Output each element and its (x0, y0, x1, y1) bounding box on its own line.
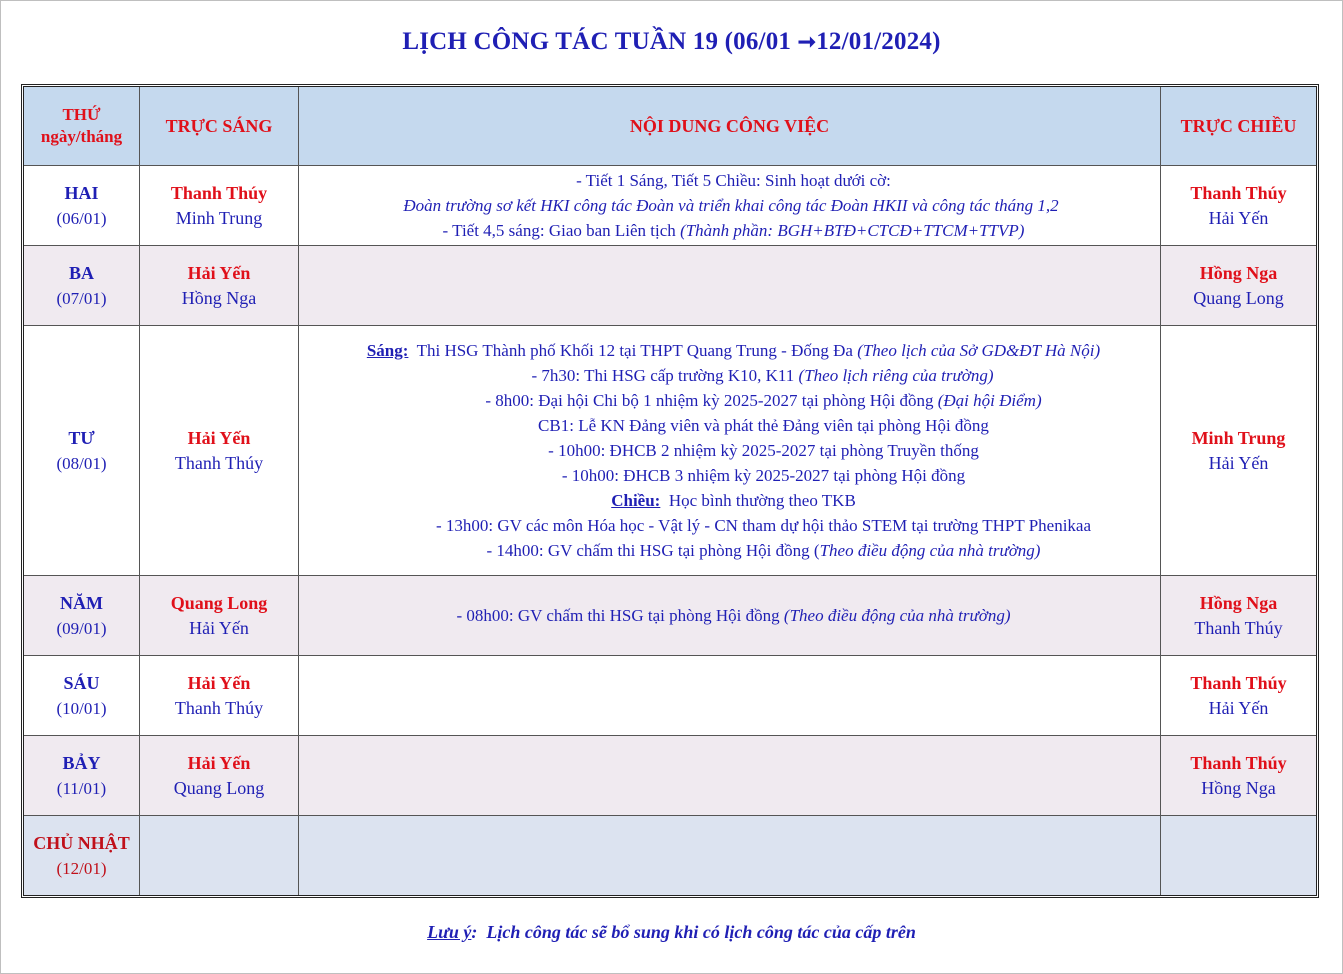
session-label: Sáng: (366, 341, 409, 360)
header-row (24, 87, 1316, 166)
day-date: (09/01) (56, 618, 107, 638)
title-prefix: LỊCH CÔNG TÁC TUẦN 19 (06/01 (402, 28, 792, 55)
morning-duty-cell (140, 166, 299, 246)
content-line: - 10h00: ĐHCB 2 nhiệm kỳ 2025-2027 tại phòng Truyền thống (548, 441, 979, 460)
morning-duty-cell (140, 816, 299, 895)
content-line: Sáng: Thi HSG Thành phố Khối 12 tại THPT Quang Trung - Đống Đa (Theo lịch của Sở GD&ĐT Hà Nội) (366, 341, 1101, 360)
table-row (24, 736, 1316, 816)
day-date: (12/01) (56, 858, 107, 878)
day-name: CHỦ NHẬT (33, 832, 130, 853)
day-name: BẢY (62, 752, 101, 773)
header-afternoon: TRỰC CHIỀU (1161, 87, 1316, 166)
morning-duty-primary: Hải Yến (187, 752, 251, 773)
day-cell (24, 576, 140, 656)
page-title (0, 28, 1343, 56)
note-label: Lưu ý (427, 922, 472, 942)
header-day-line2: ngày/tháng (40, 127, 123, 146)
content-line: - 08h00: GV chấm thi HSG tại phòng Hội đồng (Theo điều động của nhà trường) (456, 606, 1011, 625)
table-row (24, 816, 1316, 895)
afternoon-duty-primary: Thanh Thúy (1190, 182, 1287, 203)
table-row (24, 576, 1316, 656)
content-line: - Tiết 1 Sáng, Tiết 5 Chiều: Sinh hoạt dưới cờ: (576, 171, 891, 190)
morning-duty-primary: Hải Yến (187, 427, 251, 448)
day-cell (24, 816, 140, 895)
afternoon-duty-cell (1161, 326, 1316, 576)
day-name: SÁU (63, 672, 100, 693)
content-cell (299, 656, 1161, 736)
day-date: (10/01) (56, 698, 107, 718)
content-cell (299, 576, 1161, 656)
content-line: - 14h00: GV chấm thi HSG tại phòng Hội đồng (Theo điều động của nhà trường) (486, 541, 1041, 560)
content-cell (299, 816, 1161, 895)
morning-duty-secondary: Hải Yến (189, 617, 249, 638)
content-line: Chiều: Học bình thường theo TKB (611, 491, 856, 510)
content-line: CB1: Lễ KN Đảng viên và phát thẻ Đảng viên tại phòng Hội đồng (538, 416, 989, 435)
afternoon-duty-cell (1161, 576, 1316, 656)
arrow-right-icon: ➞ (797, 29, 817, 54)
header-day (24, 87, 140, 166)
afternoon-duty-secondary: Quang Long (1193, 287, 1284, 308)
afternoon-duty-primary: Thanh Thúy (1190, 672, 1287, 693)
day-date: (11/01) (56, 778, 107, 798)
afternoon-duty-cell (1161, 656, 1316, 736)
day-name: TƯ (68, 427, 95, 448)
morning-duty-cell (140, 656, 299, 736)
morning-duty-secondary: Thanh Thúy (174, 452, 264, 473)
morning-duty-primary: Hải Yến (187, 672, 251, 693)
morning-duty-primary: Hải Yến (187, 262, 251, 283)
afternoon-duty-primary: Hồng Nga (1199, 592, 1278, 613)
footer-note (0, 922, 1343, 943)
afternoon-duty-secondary: Hải Yến (1208, 452, 1269, 473)
morning-duty-primary: Thanh Thúy (170, 182, 268, 203)
morning-duty-secondary: Hồng Nga (181, 287, 257, 308)
content-line: - 8h00: Đại hội Chi bộ 1 nhiệm kỳ 2025-2027 tại phòng Hội đồng (Đại hội Điểm) (485, 391, 1042, 410)
content-cell (299, 736, 1161, 816)
morning-duty-secondary: Quang Long (173, 777, 265, 798)
header-morning: TRỰC SÁNG (140, 87, 299, 166)
table-row (24, 656, 1316, 736)
morning-duty-cell (140, 326, 299, 576)
day-cell (24, 166, 140, 246)
afternoon-duty-cell (1161, 816, 1316, 895)
content-line: Đoàn trường sơ kết HKI công tác Đoàn và triển khai công tác Đoàn HKII và công tác tháng 1,2 (403, 196, 1059, 215)
table-row (24, 326, 1316, 576)
day-date: (08/01) (56, 453, 107, 473)
afternoon-duty-primary: Hồng Nga (1199, 262, 1278, 283)
afternoon-duty-cell (1161, 736, 1316, 816)
morning-duty-secondary: Minh Trung (175, 207, 263, 228)
title-suffix: 12/01/2024) (816, 28, 941, 55)
table-row (24, 246, 1316, 326)
header-content: NỘI DUNG CÔNG VIỆC (299, 87, 1161, 166)
content-line: - Tiết 4,5 sáng: Giao ban Liên tịch (Thành phần: BGH+BTĐ+CTCĐ+TTCM+TTVP) (442, 221, 1025, 240)
afternoon-duty-cell (1161, 166, 1316, 246)
afternoon-duty-secondary: Hồng Nga (1201, 777, 1276, 798)
afternoon-duty-secondary: Thanh Thúy (1194, 617, 1283, 638)
content-line: - 10h00: ĐHCB 3 nhiệm kỳ 2025-2027 tại phòng Hội đồng (561, 466, 966, 485)
note-text: : Lịch công tác sẽ bổ sung khi có lịch công tác của cấp trên (471, 922, 916, 942)
morning-duty-cell (140, 736, 299, 816)
content-line: - 13h00: GV các môn Hóa học - Vật lý - CN tham dự hội thảo STEM tại trường THPT Phenikaa (435, 516, 1092, 535)
day-date: (06/01) (56, 208, 107, 228)
table-row (24, 166, 1316, 246)
schedule-table (21, 84, 1319, 898)
day-cell (24, 326, 140, 576)
afternoon-duty-secondary: Hải Yến (1208, 207, 1269, 228)
day-cell (24, 656, 140, 736)
day-cell (24, 246, 140, 326)
afternoon-duty-secondary: Hải Yến (1208, 697, 1269, 718)
content-cell (299, 326, 1161, 576)
day-name: BA (68, 262, 94, 283)
content-cell (299, 246, 1161, 326)
morning-duty-primary: Quang Long (170, 592, 268, 613)
day-name: NĂM (60, 592, 103, 613)
day-name: HAI (64, 182, 99, 203)
header-day-line1: THỨ (62, 105, 101, 124)
afternoon-duty-primary: Thanh Thúy (1190, 752, 1287, 773)
morning-duty-cell (140, 246, 299, 326)
session-label: Chiều: (611, 491, 661, 510)
day-date: (07/01) (56, 288, 107, 308)
morning-duty-cell (140, 576, 299, 656)
afternoon-duty-cell (1161, 246, 1316, 326)
day-cell (24, 736, 140, 816)
morning-duty-secondary: Thanh Thúy (174, 697, 264, 718)
content-line: - 7h30: Thi HSG cấp trường K10, K11 (Theo lịch riêng của trường) (531, 366, 994, 385)
content-cell (299, 166, 1161, 246)
afternoon-duty-primary: Minh Trung (1191, 427, 1286, 448)
